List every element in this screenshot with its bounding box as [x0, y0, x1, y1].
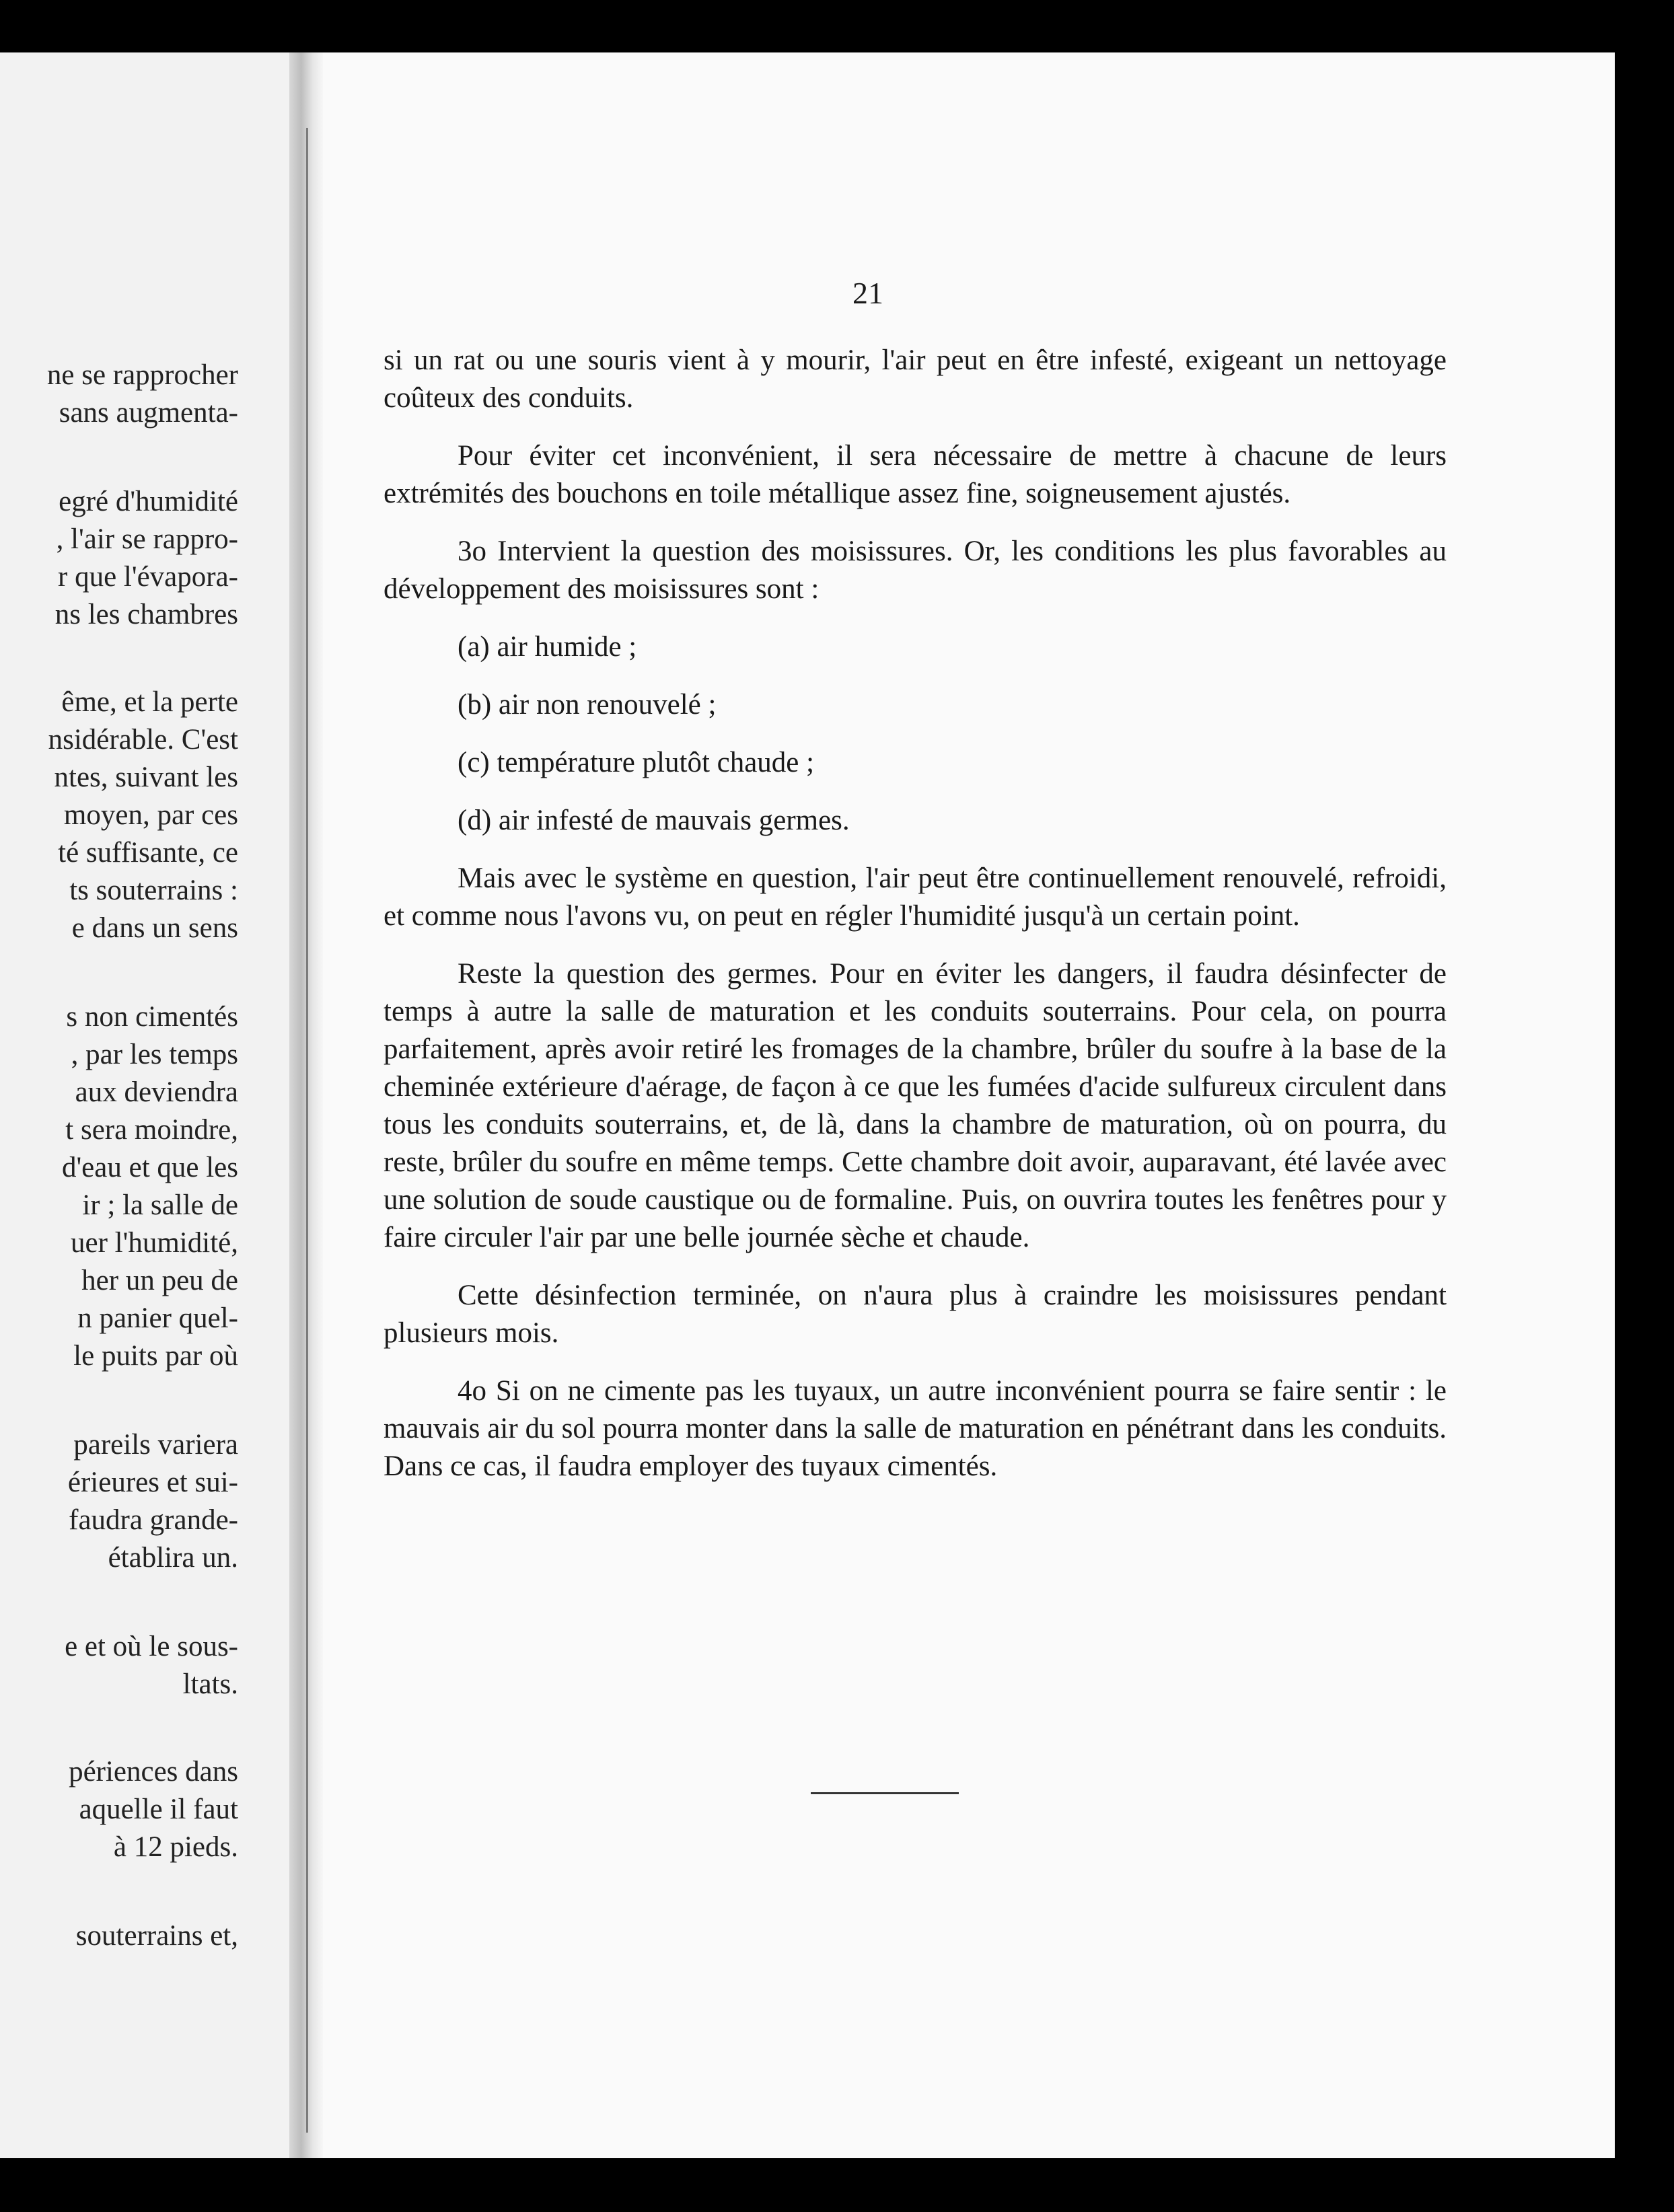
- paragraph: si un rat ou une souris vient à y mourir, l'air peut en être infesté, exigeant un nettoyage coûteux des conduits.: [384, 344, 1447, 414]
- left-fragment-line: r que l'évapora-: [58, 561, 238, 593]
- left-fragment-line: nsidérable. C'est: [48, 724, 238, 755]
- paragraph: Pour éviter cet inconvénient, il sera nécessaire de mettre à chacune de leurs extrémités des bouchons en toile métallique assez fine, soigneusement ajustés.: [384, 440, 1447, 509]
- left-fragment-line: t sera moindre,: [65, 1114, 238, 1146]
- left-fragment-line: ns les chambres: [54, 599, 238, 630]
- left-fragment-line: ir ; la salle de: [82, 1189, 238, 1221]
- paragraph: Mais avec le système en question, l'air peut être continuellement renouvelé, refroidi, et comme nous l'avons vu, on peut en régler l'humidité jusqu'à un certain point.: [384, 862, 1447, 932]
- left-fragment-line: établira un.: [108, 1542, 238, 1574]
- left-fragment-line: , l'air se rappro-: [56, 523, 238, 555]
- paragraph: 3o Intervient la question des moisissures. Or, les conditions les plus favorables au développement des moisissures sont :: [384, 536, 1447, 605]
- left-fragment-line: té suffisante, ce: [58, 837, 238, 869]
- left-fragment-line: à 12 pieds.: [113, 1831, 238, 1863]
- condition-list-item: (d) air infesté de mauvais germes.: [458, 805, 850, 836]
- left-fragment-line: sans augmenta-: [59, 397, 238, 429]
- paragraph: Reste la question des germes. Pour en éviter les dangers, il faudra désinfecter de temps à autre la salle de maturation et les conduits souterrains. Pour cela, on pourra parfaitement, après avoir retiré les fromages de la chambre, brûler du soufre à la base de la cheminée extérieure d'aérage, de façon à ce que les fumées d'acide sulfureux circulent dans tous les conduits souterrains, et, de là, dans la chambre de maturation, où on pourra, du reste, brûler du soufre en même temps. Cette chambre doit avoir, auparavant, été lavée avec une solution de soude caustique ou de formaline. Puis, on ouvrira toutes les fenêtres pour y faire circuler l'air par une belle journée sèche et chaude.: [384, 958, 1447, 1253]
- left-fragment-line: egré d'humidité: [59, 486, 238, 517]
- page-number: 21: [852, 276, 883, 310]
- paragraph: Cette désinfection terminée, on n'aura plus à craindre les moisissures pendant plusieurs mois.: [384, 1280, 1447, 1349]
- left-fragment-line: ntes, suivant les: [54, 762, 238, 793]
- condition-list-item: (c) température plutôt chaude ;: [458, 747, 815, 778]
- condition-list-item: (a) air humide ;: [458, 631, 637, 663]
- condition-list-item: (b) air non renouvelé ;: [458, 689, 717, 721]
- left-fragment-line: le puits par où: [73, 1340, 238, 1372]
- left-fragment-line: aquelle il faut: [79, 1794, 238, 1825]
- left-fragment-line: érieures et sui-: [67, 1467, 238, 1498]
- page-body: [384, 342, 1447, 1506]
- fold-line: [306, 128, 308, 2133]
- left-fragment-line: ltats.: [182, 1668, 238, 1700]
- left-fragment-line: faudra grande-: [69, 1504, 238, 1536]
- left-fragment-line: ne se rapprocher: [46, 359, 238, 391]
- left-fragment-line: ême, et la perte: [61, 686, 238, 718]
- left-fragment-line: périences dans: [69, 1756, 238, 1787]
- left-fragment-line: e et où le sous-: [65, 1631, 238, 1662]
- left-fragment-line: pareils variera: [73, 1429, 238, 1461]
- section-end-rule: [811, 1792, 959, 1794]
- left-fragment-line: , par les temps: [71, 1039, 238, 1070]
- left-fragment-line: her un peu de: [81, 1265, 238, 1296]
- left-fragment-line: uer l'humidité,: [71, 1227, 238, 1259]
- left-fragment-line: s non cimentés: [66, 1001, 238, 1033]
- paragraph: 4o Si on ne cimente pas les tuyaux, un autre inconvénient pourra se faire sentir : le mauvais air du sol pourra monter dans la salle de maturation en pénétrant dans les conduits. Dans ce cas, il faudra employer des tuyaux cimentés.: [384, 1375, 1447, 1482]
- left-fragment-line: aux deviendra: [75, 1076, 238, 1108]
- left-fragment-line: moyen, par ces: [63, 799, 238, 831]
- right-page: [323, 52, 1615, 2158]
- left-fragment-line: e dans un sens: [71, 912, 238, 944]
- left-fragment-line: d'eau et que les: [61, 1152, 238, 1183]
- left-fragment-line: n panier quel-: [77, 1302, 238, 1334]
- left-page-fragment: [0, 52, 289, 2158]
- left-fragment-line: souterrains et,: [75, 1920, 238, 1952]
- left-fragment-line: ts souterrains :: [69, 875, 238, 906]
